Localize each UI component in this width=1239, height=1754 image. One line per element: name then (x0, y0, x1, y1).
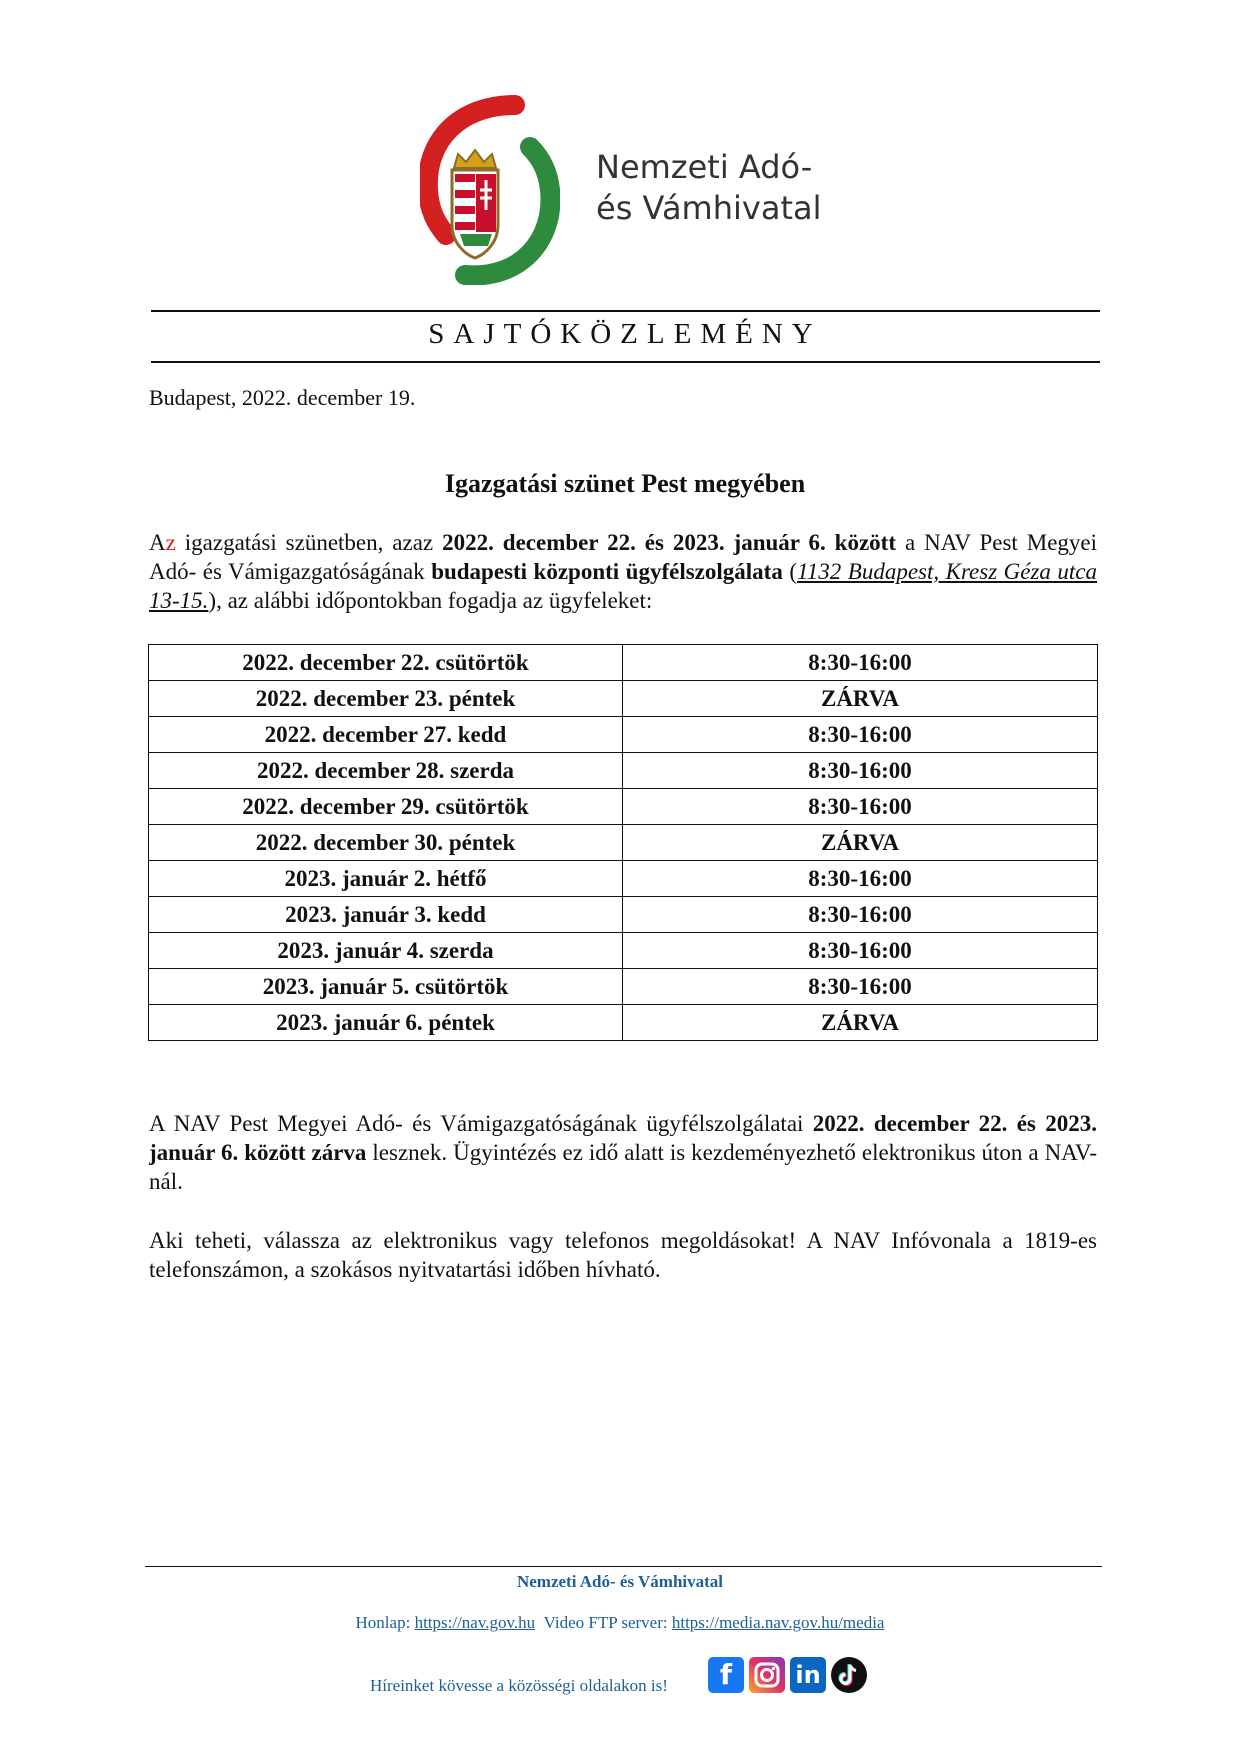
tiktok-icon[interactable] (831, 1657, 867, 1693)
schedule-day: 2023. január 6. péntek (149, 1005, 623, 1041)
intro-paragraph (149, 528, 1097, 615)
schedule-hours: ZÁRVA (623, 1005, 1098, 1041)
intro-a: A (149, 530, 166, 555)
schedule-day: 2022. december 29. csütörtök (149, 789, 623, 825)
schedule-day: 2023. január 2. hétfő (149, 861, 623, 897)
schedule-day: 2022. december 27. kedd (149, 717, 623, 753)
table-row (149, 681, 1098, 717)
table-row (149, 1005, 1098, 1041)
instagram-icon[interactable] (749, 1657, 785, 1693)
schedule-hours: 8:30-16:00 (623, 645, 1098, 681)
social-text: Híreinket kövesse a közösségi oldalakon is! (370, 1676, 668, 1695)
intro-text-4: ), az alábbi időpontokban fogadja az ügyfeleket: (208, 588, 653, 613)
schedule-hours: ZÁRVA (623, 681, 1098, 717)
closure-text-2: lesznek. Ügyintézés ez idő alatt is kezdeményezhető elektronikus úton a NAV-nál. (149, 1140, 1097, 1194)
closure-paragraph (149, 1109, 1097, 1196)
schedule-hours: 8:30-16:00 (623, 789, 1098, 825)
schedule-hours: ZÁRVA (623, 825, 1098, 861)
table-row (149, 717, 1098, 753)
schedule-day: 2022. december 30. péntek (149, 825, 623, 861)
table-row (149, 861, 1098, 897)
logo-line-1: Nemzeti Adó- (596, 148, 813, 186)
heading-bottom-rule (151, 361, 1100, 363)
schedule-hours: 8:30-16:00 (623, 717, 1098, 753)
homepage-link[interactable]: https://nav.gov.hu (414, 1613, 536, 1632)
footer-links (150, 1613, 1090, 1633)
homepage-label: Honlap: (355, 1613, 415, 1632)
nav-logo (420, 95, 850, 285)
ftp-label: Video FTP server: (543, 1613, 672, 1632)
address-link[interactable]: 1132 Budapest, Kresz Géza utca 13-15. (149, 559, 1098, 613)
table-row (149, 969, 1098, 1005)
table-row (149, 933, 1098, 969)
instagram-glyph (749, 1657, 785, 1693)
schedule-day: 2023. január 3. kedd (149, 897, 623, 933)
logo-line-2: és Vámhivatal (596, 189, 822, 227)
closure-text-1: A NAV Pest Megyei Adó- és Vámigazgatóságának ügyfélszolgálatai (149, 1111, 813, 1136)
linkedin-icon[interactable]: in (790, 1657, 826, 1693)
table-row (149, 825, 1098, 861)
intro-z-red: z (165, 530, 176, 555)
table-row (149, 897, 1098, 933)
footer-rule (145, 1566, 1102, 1567)
dateline: Budapest, 2022. december 19. (149, 385, 416, 410)
schedule-hours: 8:30-16:00 (623, 933, 1098, 969)
schedule-hours: 8:30-16:00 (623, 897, 1098, 933)
intro-text-1: igazgatási szünetben, azaz (175, 530, 443, 555)
press-release-heading: SAJTÓKÖZLEMÉNY (428, 318, 822, 350)
closure-bold: 2022. december 22. és 2023. január 6. között zárva (149, 1111, 1097, 1165)
top-rule (151, 310, 1100, 312)
intro-text-2: a NAV Pest Megyei Adó- és Vámigazgatóságának (149, 530, 1098, 584)
schedule-table (148, 644, 1098, 1041)
intro-bold-office: budapesti központi ügyfélszolgálata (431, 559, 783, 584)
schedule-day: 2022. december 23. péntek (149, 681, 623, 717)
schedule-hours: 8:30-16:00 (623, 969, 1098, 1005)
table-row (149, 753, 1098, 789)
table-row (149, 789, 1098, 825)
schedule-hours: 8:30-16:00 (623, 753, 1098, 789)
schedule-day: 2022. december 28. szerda (149, 753, 623, 789)
ftp-link[interactable]: https://media.nav.gov.hu/media (671, 1613, 885, 1632)
schedule-hours: 8:30-16:00 (623, 861, 1098, 897)
tiktok-glyph (831, 1657, 867, 1693)
schedule-day: 2023. január 4. szerda (149, 933, 623, 969)
schedule-day: 2022. december 22. csütörtök (149, 645, 623, 681)
footer-org: Nemzeti Adó- és Vámhivatal (516, 1572, 724, 1591)
table-row (149, 645, 1098, 681)
infoline-paragraph: Aki teheti, válassza az elektronikus vagy telefonos megoldásokat! A NAV Infóvonala a 1819-es telefonszámon, a szokásos nyitvatartási időben hívható. (149, 1228, 1097, 1282)
page-title: Igazgatási szünet Pest megyében (444, 469, 806, 498)
intro-bold-dates: 2022. december 22. és 2023. január 6. között (442, 530, 897, 555)
intro-text-3: ( (782, 559, 797, 584)
facebook-icon[interactable]: f (708, 1657, 744, 1693)
nav-emblem-icon (420, 95, 560, 285)
schedule-day: 2023. január 5. csütörtök (149, 969, 623, 1005)
